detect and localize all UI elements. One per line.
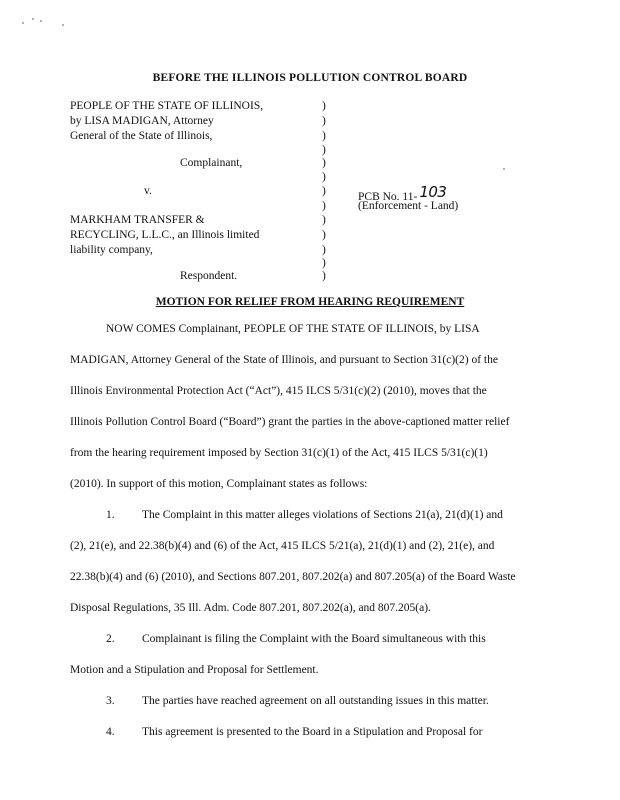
caption-paren: ) (322, 200, 326, 212)
caption-paren: ) (322, 100, 326, 112)
body-line: (2), 21(e), and 22.38(b)(4) and (6) of the Act, 415 ILCS 5/21(a), 21(d)(1) and (2), 21(e), and (70, 540, 495, 552)
caption-paren: ) (322, 115, 326, 127)
body-line: NOW COMES Complainant, PEOPLE OF THE STATE OF ILLINOIS, by LISA (106, 323, 480, 335)
scan-speck (62, 24, 64, 26)
body-line: from the hearing requirement imposed by Section 31(c)(1) of the Act, 415 ILCS 5/31(c)(1) (70, 447, 488, 459)
caption-complainant: Complainant, (180, 157, 243, 169)
scan-speck (503, 168, 505, 170)
body-line: Disposal Regulations, 35 Ill. Adm. Code 807.201, 807.202(a), and 807.205(a). (70, 602, 431, 614)
body-line: (2010). In support of this motion, Complainant states as follows: (70, 478, 368, 490)
caption-line: RECYCLING, L.L.C., an Illinois limited (70, 229, 260, 241)
body-line: Illinois Environmental Protection Act (“Act”), 415 ILCS 5/31(c)(2) (2010), moves that the (70, 385, 487, 397)
item-number: 2. (106, 633, 115, 645)
body-line: Motion and a Stipulation and Proposal for Settlement. (70, 664, 319, 676)
caption-line: liability company, (70, 244, 153, 256)
caption-paren: ) (322, 144, 326, 156)
caption-paren: ) (322, 244, 326, 256)
body-line: 22.38(b)(4) and (6) (2010), and Sections 807.201, 807.202(a) and 807.205(a) of the Board Waste (70, 571, 516, 583)
item-number: 1. (106, 509, 115, 521)
caption-paren: ) (322, 157, 326, 169)
page-title: BEFORE THE ILLINOIS POLLUTION CONTROL BOARD (152, 72, 468, 84)
caption-paren: ) (322, 257, 326, 269)
caption-line: by LISA MADIGAN, Attorney (70, 115, 214, 127)
item-number: 3. (106, 695, 115, 707)
scan-speck (32, 18, 34, 20)
caption-paren: ) (322, 185, 326, 197)
case-prefix: PCB No. 11- (358, 191, 418, 203)
body-line: This agreement is presented to the Board in a Stipulation and Proposal for (142, 726, 483, 738)
body-line: The Complaint in this matter alleges violations of Sections 21(a), 21(d)(1) and (142, 509, 503, 521)
scan-speck (22, 22, 24, 24)
body-line: MADIGAN, Attorney General of the State of Illinois, and pursuant to Section 31(c)(2) of the (70, 354, 498, 366)
caption-line: MARKHAM TRANSFER & (70, 214, 205, 226)
caption-line: PEOPLE OF THE STATE OF ILLINOIS, (70, 100, 264, 112)
caption-versus: v. (144, 185, 152, 197)
body-line: Complainant is filing the Complaint with the Board simultaneous with this (142, 633, 486, 645)
caption-paren: ) (322, 214, 326, 226)
caption-respondent: Respondent. (180, 270, 238, 282)
case-type: (Enforcement - Land) (358, 200, 459, 212)
caption-paren: ) (322, 171, 326, 183)
scan-speck (40, 20, 42, 22)
body-line: Illinois Pollution Control Board (“Board”) grant the parties in the above-captioned matter relief (70, 416, 510, 428)
caption-paren: ) (322, 229, 326, 241)
caption-line: General of the State of Illinois, (70, 130, 213, 142)
motion-title: MOTION FOR RELIEF FROM HEARING REQUIREMENT (155, 296, 465, 308)
case-number-handwritten: 103 (419, 183, 447, 201)
body-line: The parties have reached agreement on all outstanding issues in this matter. (142, 695, 489, 707)
item-number: 4. (106, 726, 115, 738)
caption-paren: ) (322, 270, 326, 282)
caption-paren: ) (322, 130, 326, 142)
